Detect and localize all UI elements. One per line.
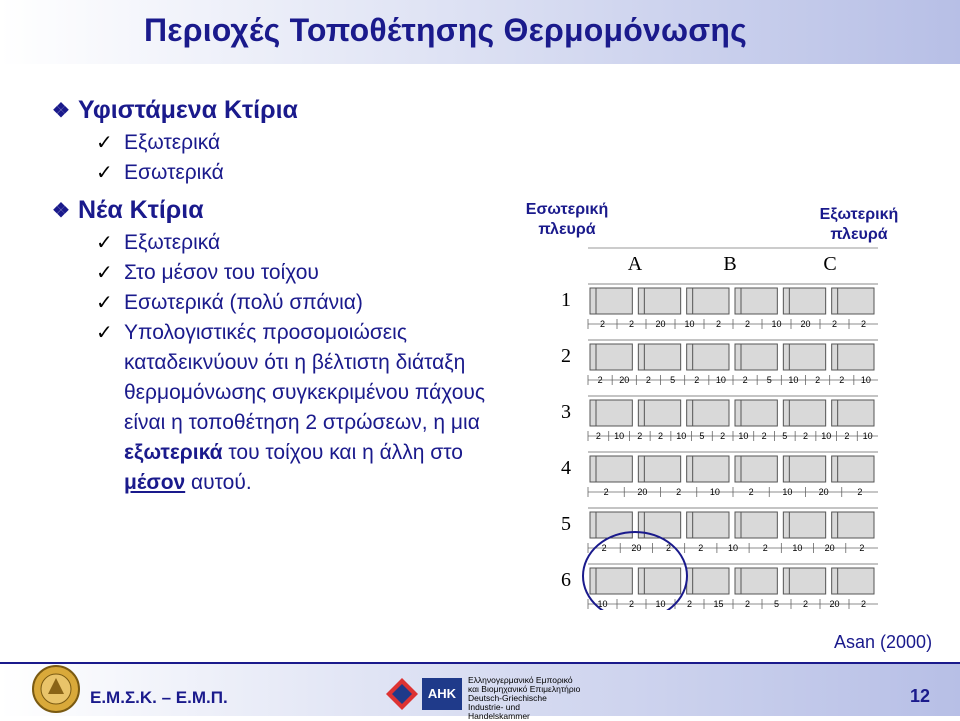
bullet-list — [52, 92, 512, 498]
ahk-emblem-icon — [384, 676, 420, 712]
heading-text: Υφιστάμενα Κτίρια — [78, 95, 298, 124]
dimension-label: 2 — [860, 599, 867, 609]
dimension-label: 10 — [782, 487, 793, 497]
dimension-label: 2 — [860, 319, 867, 329]
list-item: ✓ Στο μέσον του τοίχου — [96, 258, 512, 288]
inner-side-label: Εσωτερική πλευρά — [525, 201, 609, 238]
dimension-label: 20 — [631, 543, 642, 553]
page-number: 12 — [910, 686, 931, 706]
dimension-label: 2 — [744, 319, 751, 329]
ahk-wordmark: AHK — [422, 678, 462, 710]
checkmark-icon: ✓ — [96, 132, 113, 154]
dimension-label: 10 — [715, 375, 726, 385]
checkmark-icon: ✓ — [96, 292, 113, 314]
dimension-label: 2 — [645, 375, 651, 385]
dimension-label: 2 — [694, 375, 700, 385]
dimension-label: 20 — [824, 543, 835, 553]
ahk-chamber-name: Ελληνογερμανικό Εμπορικό και Βιομηχανικό Επιμελητήριο Deutsch-Griechische Industrie- und Handelskammer — [468, 675, 581, 721]
dimension-label: 5 — [699, 431, 705, 441]
dimension-label: 5 — [766, 375, 772, 385]
list-item: ✓ Εξωτερικά — [96, 128, 512, 158]
dimension-label: 2 — [601, 543, 607, 553]
dimension-label: 10 — [727, 543, 739, 553]
dimension-label: 10 — [788, 375, 799, 385]
dimension-label: 20 — [800, 319, 811, 329]
diamond-bullet-icon: ❖ — [52, 199, 70, 222]
outer-side-label: Εξωτερική πλευρά — [819, 206, 899, 243]
dimension-label: 2 — [720, 431, 726, 441]
checkmark-icon: ✓ — [96, 322, 113, 344]
dimension-label: 2 — [744, 599, 751, 609]
row-number: 3 — [561, 401, 571, 423]
dimension-label: 10 — [738, 431, 749, 441]
dimension-label: 2 — [761, 431, 767, 441]
row-number: 5 — [561, 513, 571, 535]
dimension-label: 2 — [742, 375, 748, 385]
list-item: ✓ Εσωτερικά — [96, 158, 512, 188]
footer-organization: Ε.Μ.Σ.Κ. – Ε.Μ.Π. — [90, 688, 228, 707]
dimension-label: 5 — [670, 375, 676, 385]
row-number: 4 — [561, 457, 571, 479]
dimension-label: 20 — [818, 487, 829, 497]
row-number: 2 — [561, 345, 571, 367]
dimension-label: 2 — [715, 319, 722, 329]
ntua-seal-icon — [30, 664, 82, 714]
dimension-label: 2 — [802, 599, 809, 609]
dimension-label: 5 — [773, 599, 780, 609]
dimension-label: 20 — [655, 319, 666, 329]
dimension-label: 10 — [709, 487, 720, 497]
dimension-label: 20 — [637, 487, 648, 497]
dimension-label: 2 — [603, 487, 609, 497]
emphasis-middle: μέσον — [124, 471, 186, 494]
ahk-logo — [384, 674, 584, 721]
citation: Asan (2000) — [834, 632, 933, 652]
wall-section-figure — [540, 240, 900, 610]
dimension-label: 10 — [655, 599, 666, 609]
checkmark-icon: ✓ — [96, 262, 113, 284]
dimension-label: 2 — [762, 543, 768, 553]
dimension-label: 10 — [771, 319, 782, 329]
dimension-label: 2 — [859, 543, 865, 553]
dimension-label: 2 — [815, 375, 821, 385]
dimension-label: 2 — [637, 431, 643, 441]
dimension-label: 2 — [595, 431, 601, 441]
checkmark-icon: ✓ — [96, 162, 113, 184]
dimension-label: 2 — [676, 487, 682, 497]
dimension-label: 2 — [666, 543, 672, 553]
dimension-label: 2 — [686, 599, 693, 609]
dimension-label: 2 — [597, 375, 603, 385]
list-item: ✓ Εσωτερικά (πολύ σπάνια) — [96, 288, 512, 318]
list-item-simulation — [96, 318, 512, 498]
dimension-label: 2 — [657, 431, 664, 441]
row-number: 6 — [561, 569, 571, 591]
dimension-label: 2 — [802, 431, 809, 441]
dimension-label: 2 — [831, 319, 838, 329]
dimension-label: 2 — [628, 319, 635, 329]
dimension-label: 2 — [857, 487, 863, 497]
section-heading-new — [52, 192, 512, 228]
diamond-bullet-icon: ❖ — [52, 99, 70, 122]
dimension-label: 10 — [862, 431, 873, 441]
dimension-label: 2 — [844, 431, 850, 441]
checkmark-icon: ✓ — [96, 232, 113, 254]
list-item: ✓ Εξωτερικά — [96, 228, 512, 258]
dimension-label: 2 — [748, 487, 754, 497]
column-header: C — [823, 253, 837, 275]
dimension-label: 10 — [684, 319, 695, 329]
dimension-label: 10 — [597, 599, 608, 609]
column-header: A — [627, 253, 643, 275]
dimension-label: 20 — [829, 599, 840, 609]
dimension-label: 10 — [821, 431, 832, 441]
column-header: B — [723, 253, 737, 275]
dimension-label: 10 — [792, 543, 803, 553]
dimension-label: 10 — [676, 431, 687, 441]
dimension-label: 15 — [713, 599, 724, 609]
row-number: 1 — [561, 289, 571, 311]
section-heading-existing — [52, 92, 512, 128]
heading-text: Νέα Κτίρια — [78, 195, 204, 224]
simulation-text: Υπολογιστικές προσομοιώσεις καταδεικνύουν ότι η βέλτιστη διάταξη θερμομόνωσης συγκεκριμένου πάχους είναι η τοποθέτηση 2 στρώσεων, η μια εξωτερικά του τοίχου και η άλλη στο μέσον αυτού. — [124, 321, 485, 494]
dimension-label: 5 — [782, 431, 788, 441]
dimension-label: 10 — [614, 431, 625, 441]
dimension-label: 2 — [839, 375, 845, 385]
dimension-label: 2 — [698, 543, 704, 553]
emphasis-outside: εξωτερικά — [124, 441, 223, 464]
dimension-label: 2 — [599, 319, 606, 329]
dimension-label: 2 — [628, 599, 635, 609]
slide-title: Περιοχές Τοποθέτησης Θερμομόνωσης — [144, 12, 747, 48]
dimension-label: 20 — [619, 375, 630, 385]
dimension-label: 10 — [860, 375, 871, 385]
